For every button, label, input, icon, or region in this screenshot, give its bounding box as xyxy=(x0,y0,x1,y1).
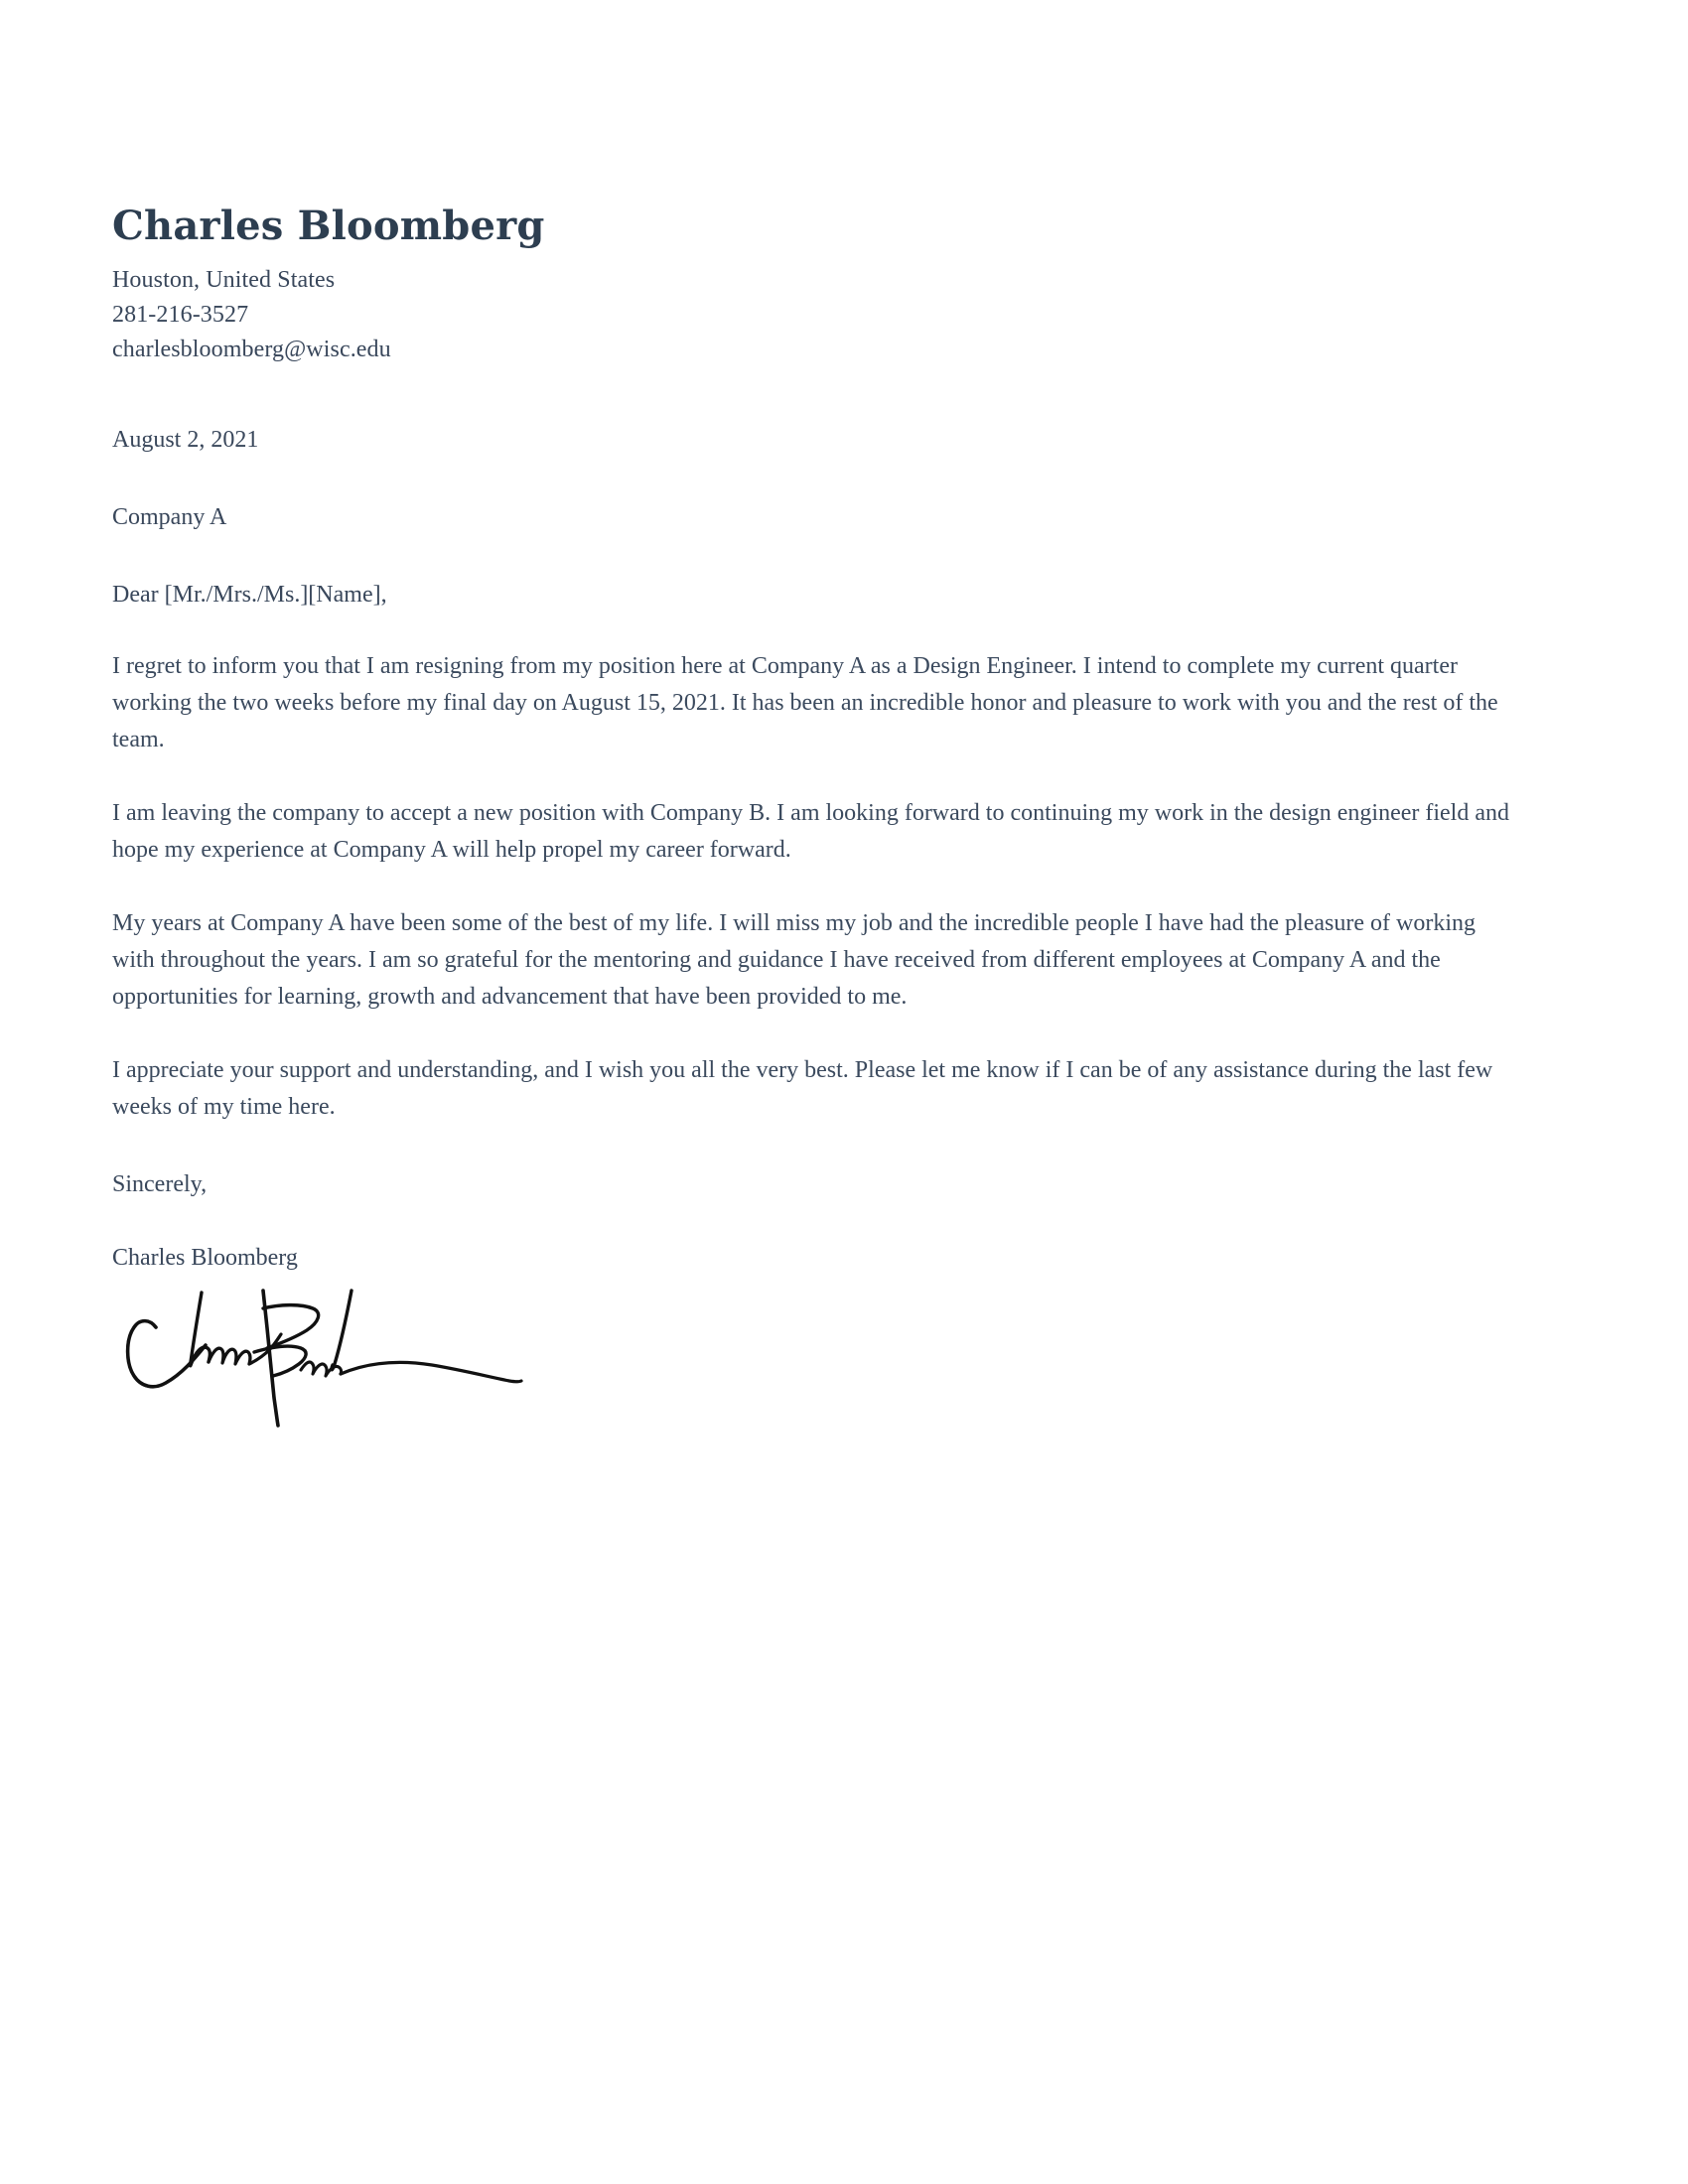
recipient-company: Company A xyxy=(112,504,227,530)
body-paragraph-3: My years at Company A have been some of the best of my life. I will miss my job and the incredible people I have had the pleasure of working with throughout the years. I am so grateful for the mentoring and guidance I have received from different employees at Company A and the opportunities for learning, growth and advancement that have been provided to me. xyxy=(112,910,1476,1010)
body-paragraph-1: I regret to inform you that I am resigning from my position here at Company A as a Design Engineer. I intend to complete my current quarter working the two weeks before my final day on August 15, 2021. It has been an incredible honor and pleasure to work with you and the rest of the team. xyxy=(112,653,1498,752)
sender-contact-block xyxy=(112,263,1522,367)
signer-name: Charles Bloomberg xyxy=(112,1245,298,1271)
salutation: Dear [Mr./Mrs./Ms.][Name], xyxy=(112,582,387,608)
signature-icon xyxy=(112,1287,529,1435)
signature-image xyxy=(112,1287,529,1435)
sender-email: charlesbloomberg@wisc.edu xyxy=(112,337,391,362)
page-title: Charles Bloomberg xyxy=(112,203,545,249)
closing-salutation: Sincerely, xyxy=(112,1171,208,1197)
letter-body xyxy=(112,204,1522,1435)
body-paragraph-4: I appreciate your support and understanding, and I wish you all the very best. Please let me know if I can be of any assistance during the last few weeks of my time here. xyxy=(112,1057,1493,1120)
sender-location: Houston, United States xyxy=(112,267,336,293)
letter-date: August 2, 2021 xyxy=(112,427,259,453)
body-paragraph-2: I am leaving the company to accept a new position with Company B. I am looking forward to continuing my work in the design engineer field and hope my experience at Company A will help propel my career forward. xyxy=(112,800,1509,863)
sender-phone: 281-216-3527 xyxy=(112,302,249,328)
